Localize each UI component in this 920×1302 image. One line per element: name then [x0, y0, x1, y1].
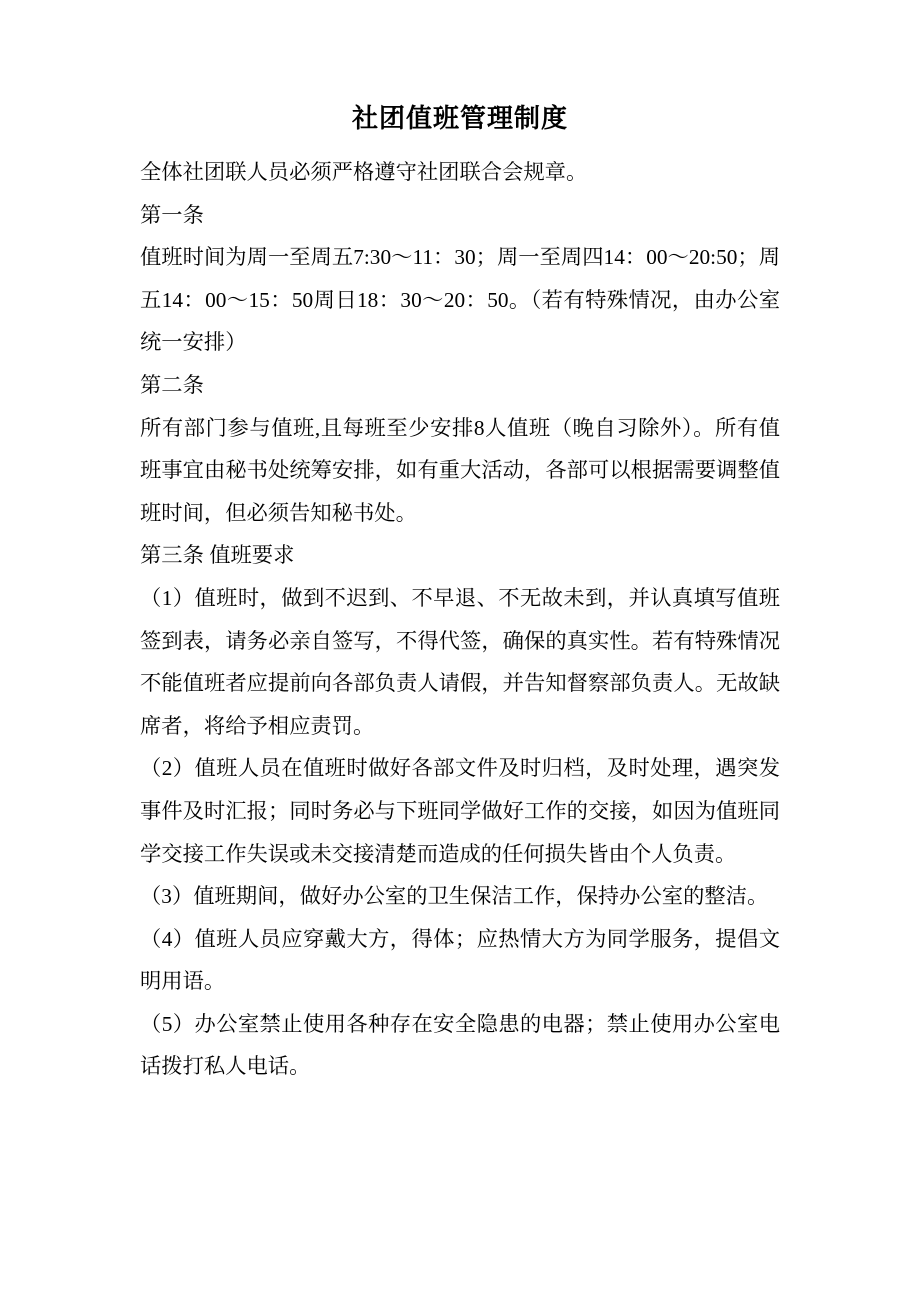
document-title: 社团值班管理制度	[351, 104, 568, 133]
paragraph-rule-4: （4）值班人员应穿戴大方，得体；应热情大方为同学服务，提倡文明用语。	[140, 926, 780, 994]
paragraph-article-1-body: 值班时间为周一至周五7:30～11：30；周一至周四14：00～20:50；周五14：00～15：50周日18：30～20：50。（若有特殊情况，由办公室统一安排）	[140, 245, 780, 355]
paragraph-rule-2: （2）值班人员在值班时做好各部文件及时归档，及时处理，遇突发事件及时汇报；同时务必与下班同学做好工作的交接，如因为值班同学交接工作失误或未交接清楚而造成的任何损失皆由个人负责。	[140, 756, 780, 866]
paragraph-intro: 全体社团联人员必须严格遵守社团联合会规章。	[140, 160, 588, 184]
paragraph-rule-3: （3）值班期间，做好办公室的卫生保洁工作，保持办公室的整洁。	[140, 884, 769, 909]
paragraph-article-3-heading: 第三条 值班要求	[140, 543, 295, 568]
paragraph-article-2-heading: 第二条	[140, 372, 204, 397]
paragraph-rule-1: （1）值班时，做到不迟到、不早退、不无故未到，并认真填写值班签到表，请务必亲自签写，不得代签，确保的真实性。若有特殊情况不能值班者应提前向各部负责人请假，并告知督察部负责人。无故缺席者，将给予相应责罚。	[140, 585, 780, 738]
paragraph-article-2-body: 所有部门参与值班,且每班至少安排8人值班（晚自习除外）。所有值班事宜由秘书处统筹安排，如有重大活动，各部可以根据需要调整值班时间，但必须告知秘书处。	[140, 415, 780, 525]
paragraph-article-1-heading: 第一条	[140, 202, 204, 227]
paragraph-rule-5: （5）办公室禁止使用各种存在安全隐患的电器；禁止使用办公室电话拨打私人电话。	[140, 1011, 780, 1079]
